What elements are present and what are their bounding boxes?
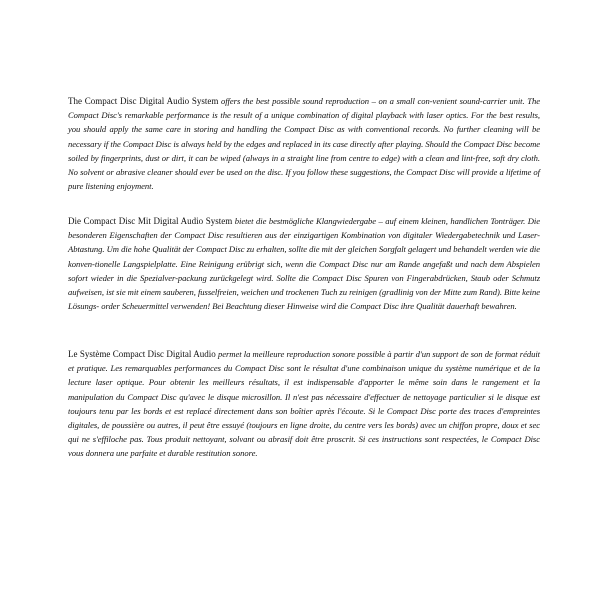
section-french-lead: Le Système Compact Disc Digital Audio	[68, 349, 216, 359]
section-german-body: bietet die bestmögliche Klangwiedergabe – auf einem kleinen, handlichen Tonträger. Die besonderen Eigenschaften der Compact Disc resultieren aus der einzigartigen Kombination von digitaler Wiedergabetechnik und Laser-Abtastung. Um die hohe Qualität der Compact Disc zu erhalten, sollte die mit der gleichen Sorgfalt gelagert und behandelt werden wie die konven-tionelle Langspielplatte. Eine Reinigung erübrigt sich, wenn die Compact Disc nur am Rande angefaßt und nach dem Abspielen sofort wieder in die Spezialver-packung zurückgelegt wird. Sollte die Compact Disc Spuren von Fingerabdrücken, Staub oder Schmutz aufweisen, ist sie mit einem sauberen, fusselfreien, weichen und trockenen Tuch zu reinigen (gradlinig von der Mitte zum Rand). Bitte keine Lösungs- order Scheuermittel verwenden! Bei Beachtung dieser Hinweise wird die Compact Disc ihre Qualität dauerhaft bewahren.	[68, 216, 540, 312]
section-english-lead: The Compact Disc Digital Audio System	[68, 96, 219, 106]
section-english	[68, 94, 540, 193]
section-german	[68, 214, 540, 313]
section-english-body: offers the best possible sound reproduction – on a small con-venient sound-carrier unit. The Compact Disc's remarkable performance is the result of a unique combination of digital playback with laser optics. For the best results, you should apply the same care in storing and handling the Compact Disc as with conventional records. No further cleaning will be necessary if the Compact Disc is always held by the edges and replaced in its case directly after playing. Should the Compact Disc become soiled by fingerprints, dust or dirt, it can be wiped (always in a straight line from centre to edge) with a clean and lint-free, soft dry cloth. No solvent or abrasive cleaner should ever be used on the disc. If you follow these suggestions, the Compact Disc will provide a lifetime of pure listening enjoyment.	[68, 96, 540, 192]
section-french-body: permet la meilleure reproduction sonore possible à partir d'un support de son de format réduit et pratique. Les remarquables performances du Compact Disc sont le résultat d'une combinaison unique du système numérique et de la lecture laser optique. Pour obtenir les meilleurs résultats, il est indispensable d'apporter le même soin dans le rangement et la manipulation du Compact Disc qu'avec le disque microsillon. Il n'est pas nécessaire d'effectuer de nettoyage particulier si le disque est toujours tenu par les bords et est replacé directement dans son boîtier après l'écoute. Si le Compact Disc porte des traces d'empreintes digitales, de poussière ou autres, il peut être essuyé (toujours en ligne droite, du centre vers les bords) avec un chiffon propre, doux et sec qui ne s'effiloche pas. Tous produit nettoyant, solvant ou abrasif doit être proscrit. Si ces instructions sont respectées, le Compact Disc vous donnera une parfaite et durable restitution sonore.	[68, 349, 541, 459]
section-german-lead: Die Compact Disc Mit Digital Audio System	[68, 216, 233, 226]
section-french	[68, 347, 540, 461]
